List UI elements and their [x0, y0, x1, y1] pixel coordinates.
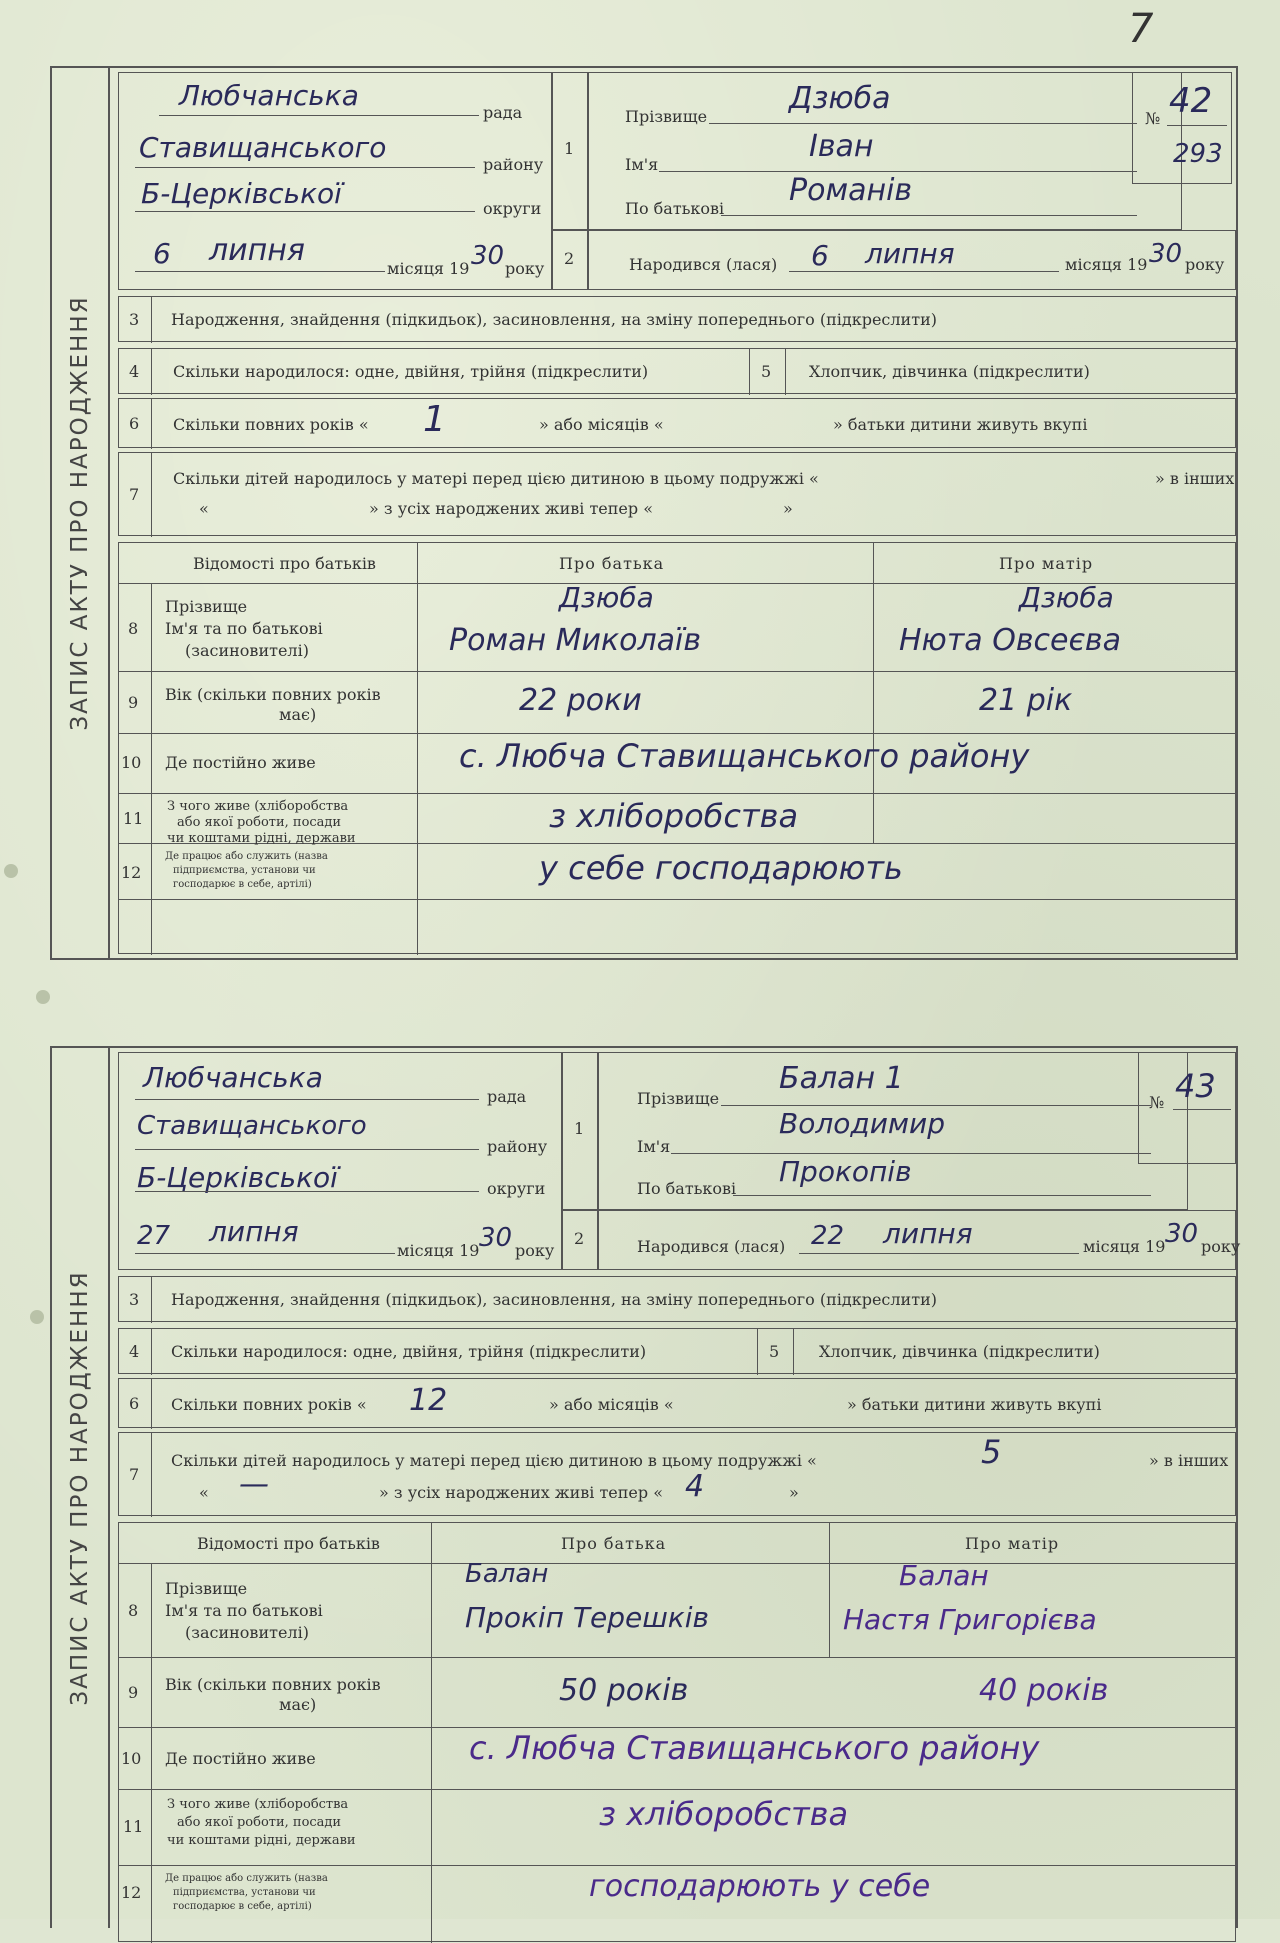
father-age: 50 років: [559, 1673, 689, 1708]
raion-value: Ставищанського: [137, 1111, 367, 1141]
birth-day: 6: [811, 239, 829, 272]
work: у себе господарюють: [539, 849, 903, 887]
registration-block: Любчанська рада Ставищанського району Б-Церківської округи 27 липня місяця 19 30 року: [118, 1052, 562, 1270]
binding-hole: [4, 864, 18, 878]
birth-month: липня: [883, 1217, 973, 1250]
raion-label: району: [483, 155, 544, 174]
patronymic-label: По батькові: [625, 199, 725, 218]
birth-record-2: ЗАПИС АКТУ ПРО НАРОДЖЕННЯ Любчанська рада Ставищанського району Б-Церківської округи 27 липня місяця 19 30 року 1 2 Прізвище Балан 1 Ім'я Володимир По батькові Прокопів № 43 Народився (лася) 22 липня місяця 19 30 року 3 Народження, знайдення (підкидьок), засиновлення, на зміну попереднього (підкреслити) 4 Скільки народилося: одне, двійня, трійня (підкреслити) 5 Хлопчик, дівчинка (підкреслити) 6 Скільки повних років « 12 » або місяців « » батьки дитини живуть вкупі 7 Скільки дітей народилось у матері перед цією дитиною в цьому подружжі « 5 » в інших « — » з усіх народжених живі тепер « 4 » Відомості про батьків Про батька Про матір 8 Прізвище Ім'я та по батькові (засиновителі) Балан Прокіп Терешків Балан Настя Григорієва 9 Вік (скільки повних років має) 50 років 40 років 10 Де постійно живе с. Любча Ставищанського району 11 З чого живе (хліборобства або якої роботи, посади чи коштами рідні, держави з хліборобства 12 Де працює або служить (назва підприємства, установи чи господарює в себе, артілі) господарюють у себе: [50, 1046, 1238, 1928]
years-together-value: 12: [409, 1383, 448, 1418]
record-number-box: № 42 293: [1132, 72, 1232, 184]
surname-label: Прізвище: [625, 107, 708, 126]
father-surname: Балан: [465, 1559, 549, 1589]
mother-surname: Балан: [899, 1559, 989, 1592]
row5-text: Хлопчик, дівчинка (підкреслити): [809, 362, 1090, 381]
mother-name: Настя Григорієва: [843, 1603, 1097, 1636]
patronymic-value: Романів: [789, 173, 913, 208]
birth-date-block: Народився (лася) 22 липня місяця 19 30 року: [598, 1210, 1236, 1270]
record-number-box: № 43: [1138, 1052, 1236, 1164]
father-name: Прокіп Терешків: [465, 1601, 710, 1634]
parents-info-header: Відомості про батьків: [193, 554, 376, 573]
record-side-title: ЗАПИС АКТУ ПРО НАРОДЖЕННЯ: [52, 1048, 110, 1928]
reg-day: 27: [137, 1221, 171, 1251]
binding-hole: [36, 990, 50, 1004]
livelihood: з хліборобства: [549, 797, 799, 835]
birth-year: 30: [1149, 239, 1183, 269]
reg-year: 30: [479, 1223, 513, 1253]
birth-year: 30: [1165, 1219, 1199, 1249]
record-number: 42: [1169, 81, 1213, 121]
children-before-value: 5: [981, 1433, 1002, 1471]
father-surname: Дзюба: [559, 581, 654, 614]
reg-year: 30: [471, 241, 505, 271]
years-together-value: 1: [423, 399, 446, 440]
row3-text: Народження, знайдення (підкидьок), засиновлення, на зміну попереднього (підкреслити): [171, 310, 937, 329]
registration-block: [118, 72, 552, 290]
mother-name: Нюта Овсеєва: [899, 623, 1121, 658]
rada-value: Любчанська: [179, 79, 359, 112]
child-name-block: Прізвище Балан 1 Ім'я Володимир По батькові Прокопів: [598, 1052, 1188, 1210]
rada-value: Любчанська: [143, 1061, 323, 1094]
mother-age: 21 рік: [979, 683, 1073, 718]
birth-month: липня: [865, 237, 955, 270]
mother-surname: Дзюба: [1019, 581, 1114, 614]
name-value: Володимир: [779, 1107, 946, 1140]
father-header: Про батька: [559, 554, 665, 573]
birth-date-block: Народився (лася) 6 липня місяця 19 30 року: [588, 230, 1236, 290]
reg-month: липня: [209, 233, 305, 268]
okrug-value: Б-Церківської: [137, 1161, 338, 1194]
record-side-title: ЗАПИС АКТУ ПРО НАРОДЖЕННЯ: [52, 68, 110, 958]
patronymic-value: Прокопів: [779, 1155, 912, 1188]
raion-value: Ставищанського: [139, 131, 387, 164]
parents-table: Відомості про батьків Про батька Про матір 8 Прізвище Ім'я та по батькові (засиновителі) Балан Прокіп Терешків Балан Настя Григорієва 9 Вік (скільки повних років має) 50 років 40 років 10 Де постійно живе с. Любча Ставищанського району 11 З чого живе (хліборобства або якої роботи, посади чи коштами рідні, держави з хліборобства 12 Де працює або служить (назва підприємства, установи чи господарює в себе, артілі) господарюють у себе: [118, 1522, 1236, 1942]
parents-table: Відомості про батьків Про батька Про матір 8 Прізвище Ім'я та по батькові (засиновителі) Дзюба Роман Миколаїв Дзюба Нюта Овсеєва 9 Вік (скільки повних років має) 22 роки 21 рік 10 Де постійно живе с. Любча Ставищанського району 11 З чого живе (хліборобства або якої роботи, посади чи коштами рідні, держави з хліборобства 12 Де працює або служить (назва підприємства, установи чи господарює в себе, артілі) у себе господарюють: [118, 542, 1236, 954]
name-label: Ім'я: [625, 155, 659, 174]
reg-month: липня: [209, 1215, 299, 1248]
okrug-value: Б-Церківської: [141, 177, 342, 210]
page-number: 7: [1128, 6, 1154, 52]
binding-hole: [30, 1310, 44, 1324]
livelihood: з хліборобства: [599, 1795, 849, 1833]
work: господарюють у себе: [589, 1869, 931, 1904]
rada-label: рада: [483, 103, 523, 122]
birth-day: 22: [811, 1221, 845, 1251]
reg-month-year-label: місяця 19: [387, 259, 470, 278]
reg-year-label: року: [505, 259, 545, 278]
record-number: 43: [1175, 1067, 1216, 1105]
record-number-secondary: 293: [1173, 139, 1223, 169]
birth-record-1: ЗАПИС АКТУ ПРО НАРОДЖЕННЯ Любчанська рада Ставищанського району Б-Церківської округи 6 липня місяця 19 30 року 1 2 Прізвище Дзюба Ім'я Іван По батькові Романів № 42 293 Народився (лася) 6 липня місяця 19 30 року 3 Народження, знайдення (підкидьок), засиновлення, на зміну попереднього (підкреслити) 4 Скільки народилося: одне, двійня, трійня (підкреслити) 5 Хлопчик, дівчинка (підкреслити) 6 Скільки повних років « 1 » або місяців « » батьки дитини живуть вкупі 7 Скільки дітей народилось у матері перед цією дитиною в цьому подружжі « » в інших « » з усіх народжених живі тепер « » Відомості про батьків Про батька Про матір 8 Прізвище Ім'я та по батькові (засиновителі) Дзюба Роман Миколаїв Дзюба Нюта Овсеєва 9 Вік (скільки повних років має) 22 роки 21 рік 10 Де постійно живе с. Любча Ставищанського району 11 З чого живе (хліборобства або якої роботи, посади чи коштами рідні, держави з хліборобства 12 Де працює або служить (назва підприємства, установи чи господарює в себе, артілі) у себе господарюють: [50, 66, 1238, 960]
surname-value: Дзюба: [789, 81, 891, 116]
surname-value: Балан 1: [779, 1061, 904, 1096]
father-name: Роман Миколаїв: [449, 623, 702, 658]
residence: с. Любча Ставищанського району: [459, 737, 1030, 775]
name-value: Іван: [809, 129, 874, 164]
row4-text: Скільки народилося: одне, двійня, трійня (підкреслити): [173, 362, 649, 381]
children-alive-value: 4: [685, 1469, 705, 1504]
father-age: 22 роки: [519, 683, 642, 718]
okrug-label: округи: [483, 199, 542, 218]
residence: с. Любча Ставищанського району: [469, 1729, 1040, 1767]
children-other-value: —: [239, 1467, 269, 1502]
reg-day: 6: [153, 237, 171, 270]
mother-age: 40 років: [979, 1673, 1109, 1708]
child-name-block: [588, 72, 1182, 230]
born-label: Народився (лася): [629, 255, 778, 274]
mother-header: Про матір: [999, 554, 1094, 573]
